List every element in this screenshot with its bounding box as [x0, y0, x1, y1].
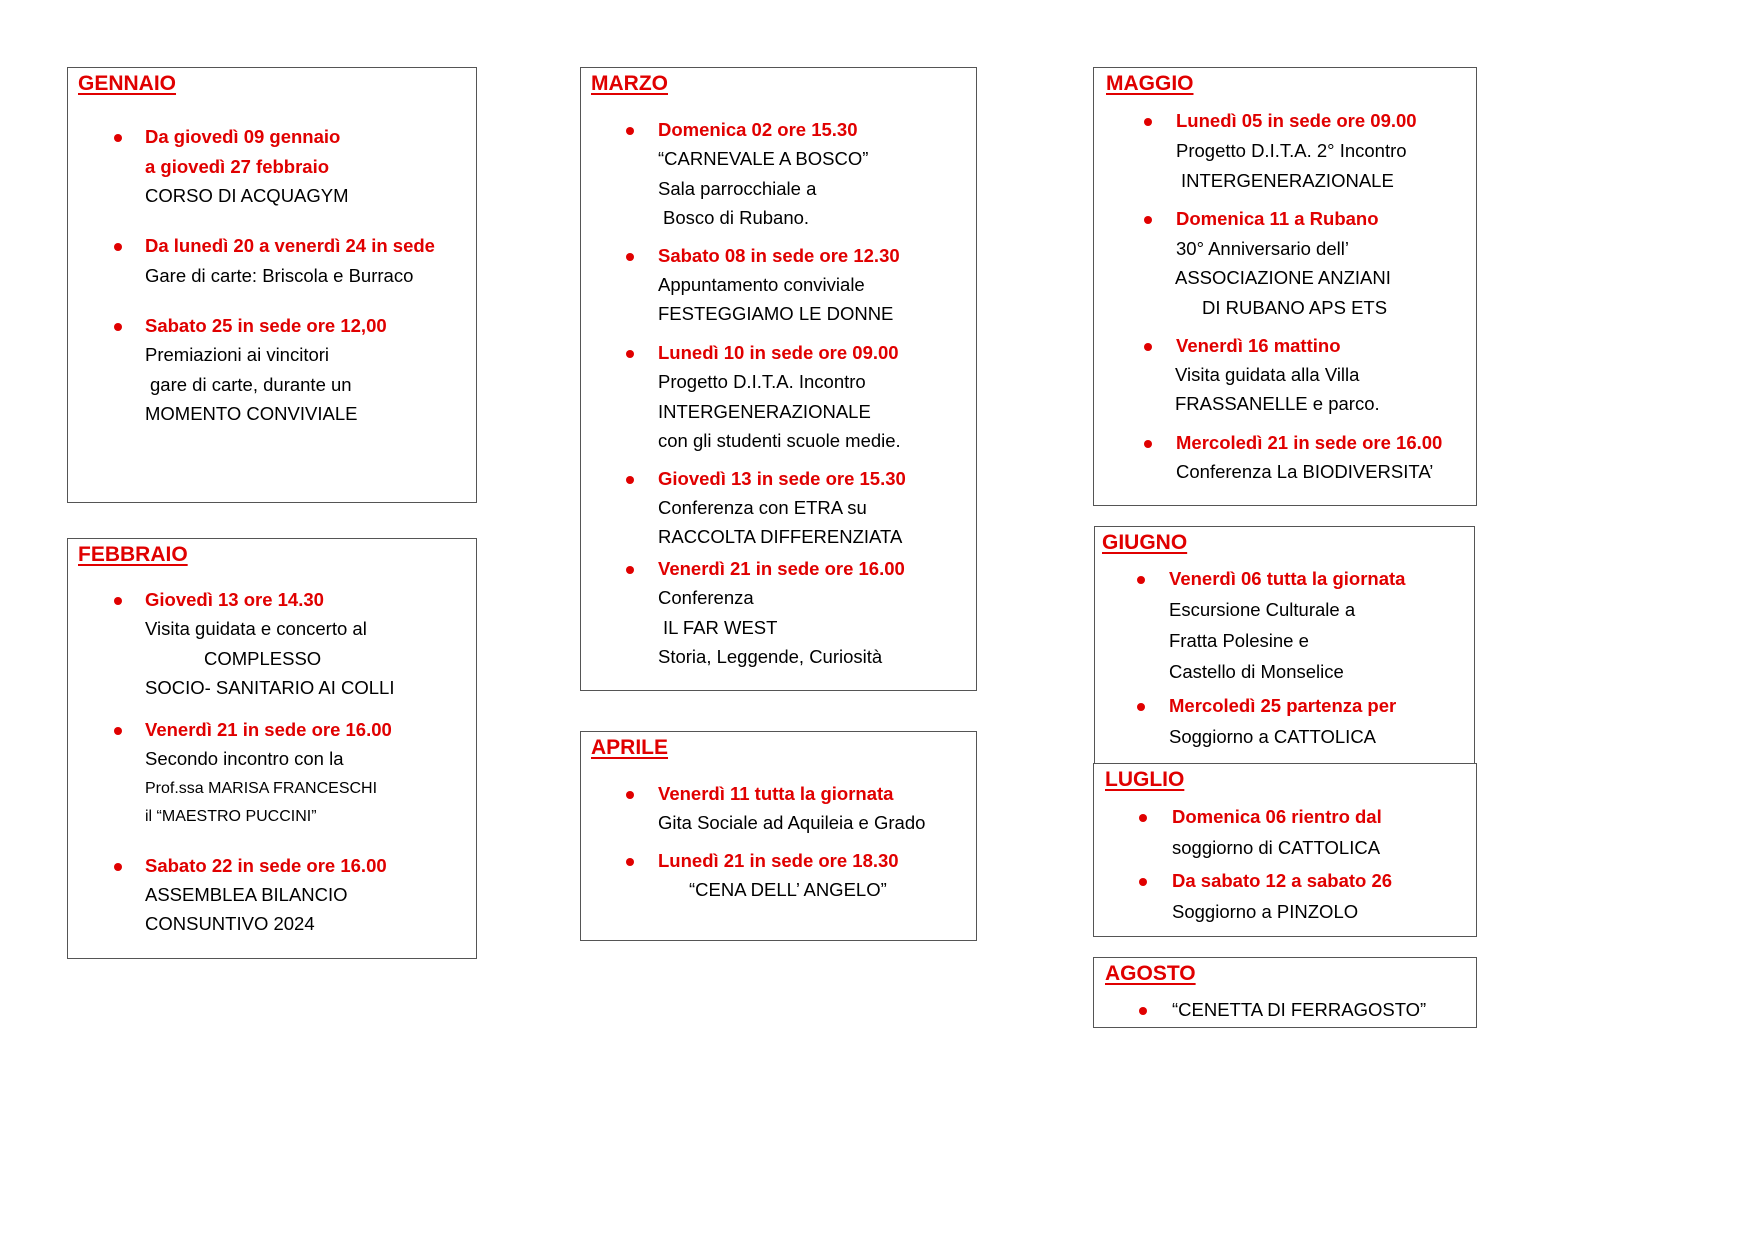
event-description: Appuntamento conviviale	[658, 274, 865, 295]
event-date: Domenica 06 rientro dal	[1172, 806, 1382, 827]
event-description: Visita guidata e concerto al	[145, 618, 367, 639]
event-description: SOCIO- SANITARIO AI COLLI	[145, 677, 395, 698]
bullet-icon	[1144, 216, 1152, 224]
bullet-icon	[626, 253, 634, 261]
event-description: con gli studenti scuole medie.	[658, 430, 901, 451]
event-date: Da giovedì 09 gennaio	[145, 126, 341, 147]
month-box-marzo	[580, 67, 977, 691]
event-date: Da lunedì 20 a venerdì 24 in sede	[145, 235, 435, 256]
event-date: Sabato 25 in sede ore 12,00	[145, 315, 387, 336]
month-title-maggio: MAGGIO	[1106, 72, 1194, 95]
event-description: IL FAR WEST	[663, 617, 778, 638]
month-title-giugno: GIUGNO	[1102, 531, 1188, 554]
bullet-icon	[1137, 576, 1145, 584]
month-box-febbraio	[67, 538, 477, 959]
month-title-gennaio: GENNAIO	[78, 72, 177, 95]
month-title-aprile: APRILE	[591, 736, 669, 759]
event-description: Fratta Polesine e	[1169, 630, 1309, 651]
month-title-luglio: LUGLIO	[1105, 768, 1185, 791]
month-title-febbraio: FEBBRAIO	[78, 543, 188, 566]
bullet-icon	[1144, 440, 1152, 448]
bullet-icon	[626, 858, 634, 866]
event-description: “CENA DELL’ ANGELO”	[689, 879, 887, 900]
bullet-icon	[114, 727, 122, 735]
event-description: ASSEMBLEA BILANCIO	[145, 884, 348, 905]
bullet-icon	[114, 134, 122, 142]
month-title-agosto: AGOSTO	[1105, 962, 1196, 985]
event-description: CONSUNTIVO 2024	[145, 913, 315, 934]
month-box-giugno	[1094, 526, 1475, 766]
bullet-icon	[1144, 118, 1152, 126]
event-description: FESTEGGIAMO LE DONNE	[658, 303, 894, 324]
event-description: Gare di carte: Briscola e Burraco	[145, 265, 414, 286]
event-description: INTERGENERAZIONALE	[1181, 170, 1394, 191]
bullet-icon	[1139, 814, 1147, 822]
event-description: COMPLESSO	[204, 648, 322, 669]
bullet-icon	[1139, 1007, 1147, 1015]
event-description: Progetto D.I.T.A. 2° Incontro	[1176, 140, 1407, 161]
month-box-agosto	[1093, 957, 1477, 1028]
event-date: Venerdì 21 in sede ore 16.00	[658, 558, 905, 579]
month-box-gennaio	[67, 67, 477, 503]
event-description: Conferenza La BIODIVERSITA’	[1176, 461, 1434, 482]
bullet-icon	[114, 323, 122, 331]
event-date: Giovedì 13 in sede ore 15.30	[658, 468, 906, 489]
event-description: “CENETTA DI FERRAGOSTO”	[1172, 999, 1427, 1020]
event-description: FRASSANELLE e parco.	[1175, 393, 1380, 414]
event-date: Sabato 08 in sede ore 12.30	[658, 245, 900, 266]
bullet-icon	[114, 243, 122, 251]
event-description: soggiorno di CATTOLICA	[1172, 837, 1381, 858]
bullet-icon	[626, 791, 634, 799]
event-date: Venerdì 06 tutta la giornata	[1169, 568, 1406, 589]
bullet-icon	[626, 476, 634, 484]
event-date: Mercoledì 21 in sede ore 16.00	[1176, 432, 1443, 453]
event-description: il “MAESTRO PUCCINI”	[145, 808, 317, 825]
event-description: Sala parrocchiale a	[658, 178, 817, 199]
event-description: CORSO DI ACQUAGYM	[145, 185, 349, 206]
bullet-icon	[626, 350, 634, 358]
event-description: Castello di Monselice	[1169, 661, 1344, 682]
event-description: Progetto D.I.T.A. Incontro	[658, 371, 866, 392]
event-description: Secondo incontro con la	[145, 748, 344, 769]
bullet-icon	[1139, 878, 1147, 886]
event-description: Storia, Leggende, Curiosità	[658, 646, 883, 667]
event-date: Mercoledì 25 partenza per	[1169, 695, 1397, 716]
event-date: Venerdì 21 in sede ore 16.00	[145, 719, 392, 740]
bullet-icon	[1144, 343, 1152, 351]
event-description: DI RUBANO APS ETS	[1202, 297, 1388, 318]
event-date: Domenica 11 a Rubano	[1176, 208, 1379, 229]
event-description: Visita guidata alla Villa	[1175, 364, 1360, 385]
event-date: Giovedì 13 ore 14.30	[145, 589, 324, 610]
event-description: Conferenza con ETRA su	[658, 497, 867, 518]
event-description: Soggiorno a PINZOLO	[1172, 901, 1359, 922]
event-description: Conferenza	[658, 587, 754, 608]
event-date: Lunedì 21 in sede ore 18.30	[658, 850, 899, 871]
bullet-icon	[114, 597, 122, 605]
event-date: Venerdì 11 tutta la giornata	[658, 783, 894, 804]
event-description: Premiazioni ai vincitori	[145, 344, 330, 365]
event-description: Soggiorno a CATTOLICA	[1169, 726, 1377, 747]
month-title-marzo: MARZO	[591, 72, 668, 95]
event-date: Lunedì 05 in sede ore 09.00	[1176, 110, 1417, 131]
month-box-aprile	[580, 731, 977, 941]
bullet-icon	[114, 863, 122, 871]
month-box-maggio	[1093, 67, 1477, 506]
event-description: Bosco di Rubano.	[663, 207, 810, 228]
bullet-icon	[626, 566, 634, 574]
event-description: “CARNEVALE A BOSCO”	[658, 148, 869, 169]
event-description: ASSOCIAZIONE ANZIANI	[1175, 267, 1391, 288]
event-description: gare di carte, durante un	[150, 374, 352, 395]
event-date: a giovedì 27 febbraio	[145, 156, 330, 177]
event-description: Escursione Culturale a	[1169, 599, 1356, 620]
bullet-icon	[626, 127, 634, 135]
event-description: Gita Sociale ad Aquileia e Grado	[658, 812, 926, 833]
event-date: Lunedì 10 in sede ore 09.00	[658, 342, 899, 363]
bullet-icon	[1137, 703, 1145, 711]
event-description: INTERGENERAZIONALE	[658, 401, 871, 422]
event-date: Da sabato 12 a sabato 26	[1172, 870, 1393, 891]
event-date: Domenica 02 ore 15.30	[658, 119, 858, 140]
month-box-luglio	[1093, 763, 1477, 937]
event-date: Venerdì 16 mattino	[1176, 335, 1341, 356]
event-description: 30° Anniversario dell’	[1176, 238, 1349, 259]
event-description: MOMENTO CONVIVIALE	[145, 403, 358, 424]
event-description: Prof.ssa MARISA FRANCESCHI	[145, 780, 378, 797]
event-date: Sabato 22 in sede ore 16.00	[145, 855, 387, 876]
event-description: RACCOLTA DIFFERENZIATA	[658, 526, 903, 547]
